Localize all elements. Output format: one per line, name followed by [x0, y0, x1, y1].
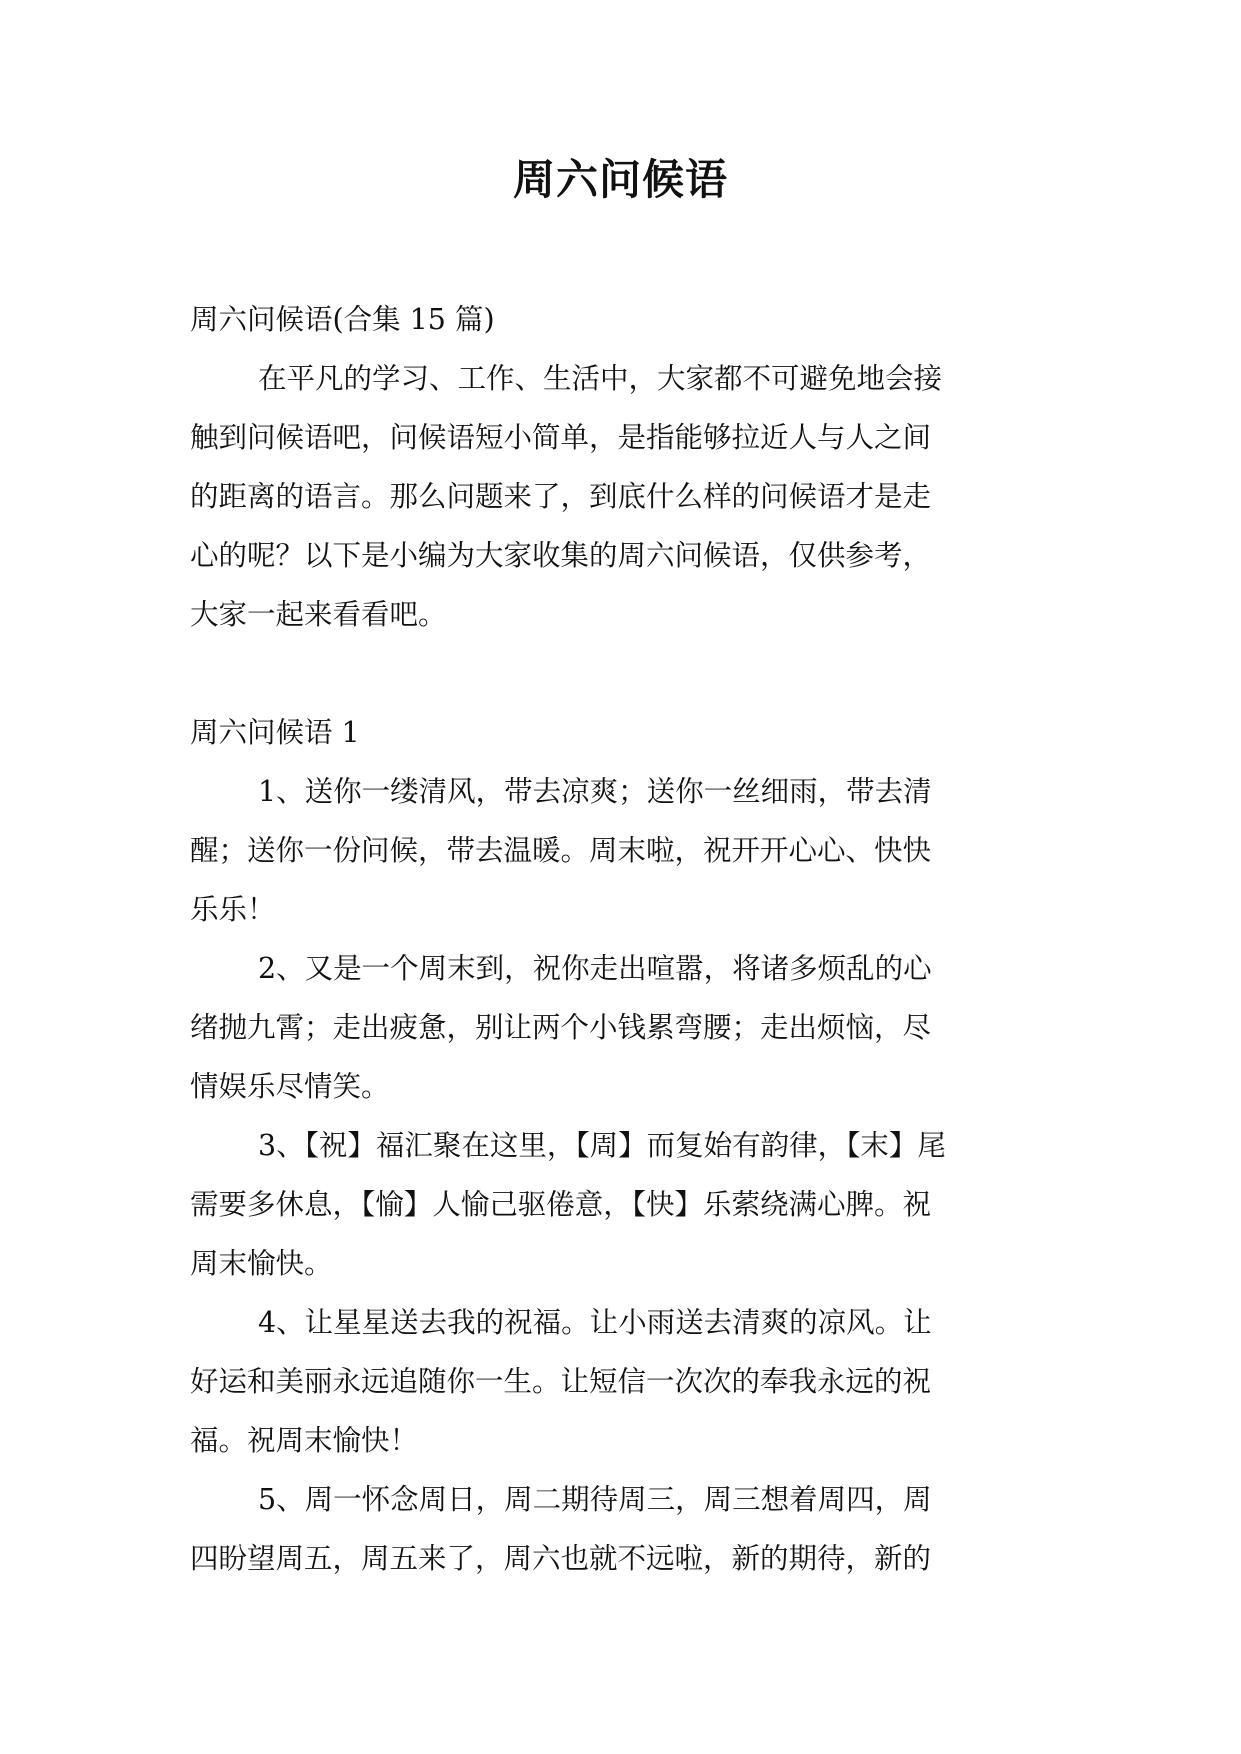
greeting-item-2: [190, 939, 1060, 1116]
paragraph-line: 需要多休息，【愉】人愉己驱倦意，【快】乐萦绕满心脾。祝: [190, 1188, 932, 1221]
paragraph-line: 大家一起来看看吧。: [190, 598, 447, 631]
paragraph-line: 情娱乐尽情笑。: [190, 1070, 390, 1103]
document-subtitle: 周六问候语(合集 15 篇): [190, 303, 495, 336]
paragraph-line: 4、让星星送去我的祝福。让小雨送去清爽的凉风。让: [258, 1306, 932, 1339]
document-body: [190, 290, 1060, 1588]
paragraph-line: 触到问候语吧，问候语短小简单，是指能够拉近人与人之间: [190, 421, 932, 454]
greeting-item-3: [190, 1116, 1060, 1293]
paragraph-line: 好运和美丽永远追随你一生。让短信一次次的奉我永远的祝: [190, 1365, 932, 1398]
paragraph-line: 心的呢？以下是小编为大家收集的周六问候语，仅供参考，: [190, 539, 932, 572]
paragraph-line: 2、又是一个周末到，祝你走出喧嚣，将诸多烦乱的心: [258, 952, 932, 985]
intro-paragraph: [190, 349, 1060, 644]
paragraph-line: 四盼望周五，周五来了，周六也就不远啦，新的期待，新的: [190, 1542, 932, 1575]
greeting-item-5: [190, 1470, 1060, 1588]
paragraph-spacer: [190, 644, 1060, 703]
paragraph-line: 醒；送你一份问候，带去温暖。周末啦，祝开开心心、快快: [190, 834, 932, 867]
paragraph-line: 乐乐！: [190, 893, 276, 926]
document-title: 周六问候语: [512, 155, 728, 204]
greeting-item-1: [190, 762, 1060, 939]
paragraph-line: 周末愉快。: [190, 1247, 333, 1280]
greeting-item-4: [190, 1293, 1060, 1470]
paragraph-line: 的距离的语言。那么问题来了，到底什么样的问候语才是走: [190, 480, 932, 513]
paragraph-line: 在平凡的学习、工作、生活中，大家都不可避免地会接: [258, 362, 943, 395]
paragraph-line: 福。祝周末愉快！: [190, 1424, 419, 1457]
paragraph-line: 绪抛九霄；走出疲惫，别让两个小钱累弯腰；走出烦恼，尽: [190, 1011, 932, 1044]
section-heading: 周六问候语 1: [190, 716, 360, 749]
paragraph-line: 1、送你一缕清风，带去凉爽；送你一丝细雨，带去清: [258, 775, 932, 808]
paragraph-line: 5、周一怀念周日，周二期待周三，周三想着周四，周: [258, 1483, 932, 1516]
paragraph-line: 3、【祝】福汇聚在这里，【周】而复始有韵律，【末】尾: [258, 1129, 946, 1162]
